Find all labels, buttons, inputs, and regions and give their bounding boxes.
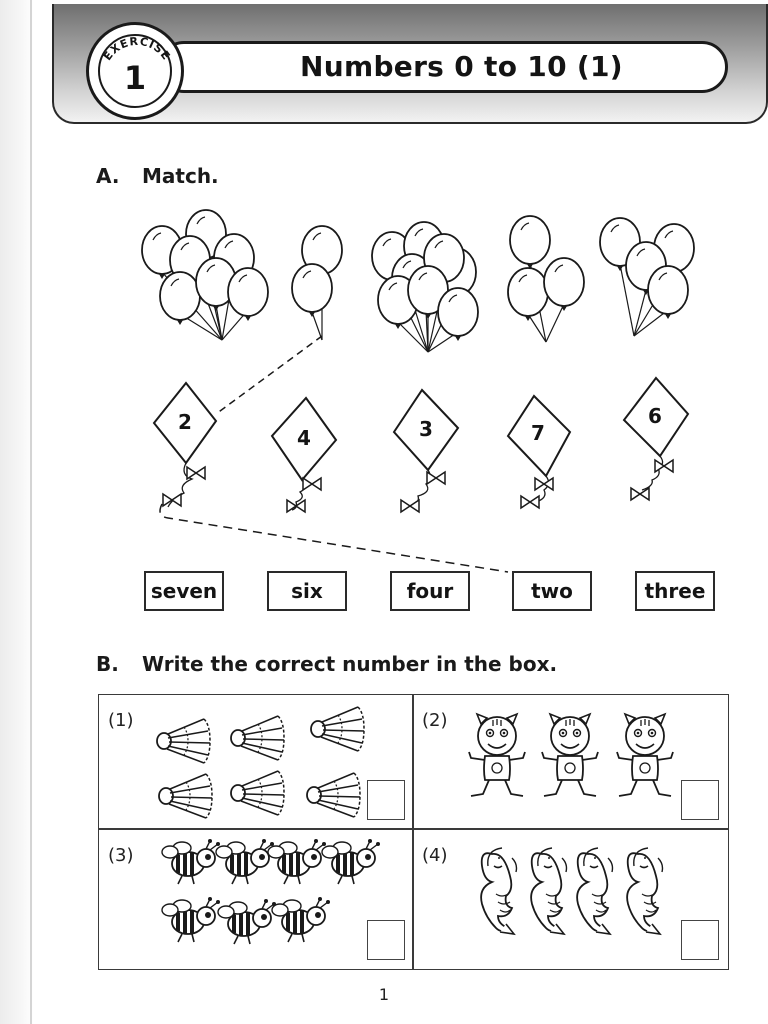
word-box-3[interactable]: four bbox=[390, 571, 470, 611]
tiger-mascot-group bbox=[469, 714, 673, 796]
section-b-instruction: Write the correct number in the box. bbox=[142, 652, 558, 676]
exercise-badge-word: EXERCISE bbox=[100, 34, 174, 63]
word-box-1[interactable]: seven bbox=[144, 571, 224, 611]
kite-number-4: 7 bbox=[531, 421, 545, 445]
page-title: Numbers 0 to 10 (1) bbox=[300, 50, 623, 83]
section-a-letter: A. bbox=[96, 164, 120, 188]
kite-number-2: 4 bbox=[297, 426, 311, 450]
exercise-badge-number: 1 bbox=[123, 59, 147, 97]
item-label-3: (3) bbox=[108, 845, 134, 866]
item-label-2: (2) bbox=[422, 710, 448, 731]
kite-number-1: 2 bbox=[178, 410, 192, 434]
answer-box-4[interactable] bbox=[681, 920, 719, 960]
section-a-instruction: Match. bbox=[142, 164, 219, 188]
word-box-2[interactable]: six bbox=[267, 571, 347, 611]
section-b-letter: B. bbox=[96, 652, 119, 676]
kite-number-3: 3 bbox=[419, 417, 433, 441]
answer-box-1[interactable] bbox=[367, 780, 405, 820]
bee-group bbox=[162, 839, 380, 944]
shuttlecock-group bbox=[157, 707, 364, 818]
word-box-4[interactable]: two bbox=[512, 571, 592, 611]
answer-box-2[interactable] bbox=[681, 780, 719, 820]
item-label-4: (4) bbox=[422, 845, 448, 866]
item-label-1: (1) bbox=[108, 710, 134, 731]
word-box-5[interactable]: three bbox=[635, 571, 715, 611]
merlion-group bbox=[481, 848, 662, 934]
page-number: 1 bbox=[378, 985, 390, 1004]
kite-number-5: 6 bbox=[648, 404, 662, 428]
answer-box-3[interactable] bbox=[367, 920, 405, 960]
